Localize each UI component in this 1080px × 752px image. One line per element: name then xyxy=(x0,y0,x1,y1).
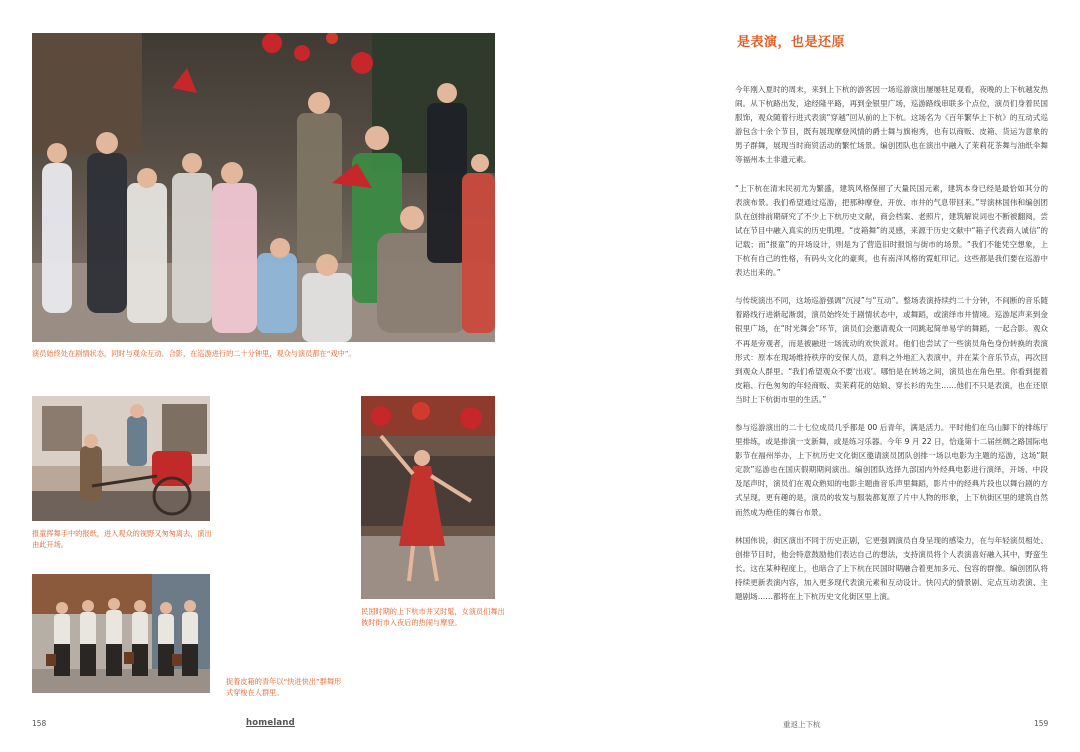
article-paragraph: 与传统演出不同，这场巡游强调“沉浸”与“互动”。整场表演持续约二十分钟，不间断的音乐随着路线行进渐起渐弱，演员始终处于剧情状态中，或舞蹈，或演绎市井情境。巡游尾声来到金银里广场，在“时光舞会”环节，演员们会邀请观众一同跳起简单易学的舞蹈，一起合影。观众不再是旁观者，而是被融进一场流动的欢快派对。他们也尝试了一些演员角色身份转换的表演形式：原本在现场维持秩序的安保人员，意料之外地汇入表演中，并在某个音乐节点，再次回到观众人群里。“我们希望观众不要‘出戏’。哪怕是在转场之间，演员也在角色里。你看到提着皮箱、行色匆匆的年轻商贩、卖茉莉花的姑娘、穿长衫的先生……他们不只是表演，也在还原当时上下杭街市里的生活。” xyxy=(735,296,1048,404)
page-number-right: 159 xyxy=(1034,719,1049,728)
caption-main-photo: 演员始终处在剧情状态，同时与观众互动、合影，在巡游进行的二十分钟里，观众与演员都在“戏中”。 xyxy=(32,349,356,358)
photo-suitcase-troupe xyxy=(32,574,210,693)
article-body xyxy=(735,83,1048,618)
caption-dancer: 民国时期的上下杭市井又时髦，女演员们舞出彼时街市入夜后的热闹与摩登。 xyxy=(361,607,505,627)
photo-parade-crowd xyxy=(32,33,495,342)
section-name: 重返上下杭 xyxy=(783,720,821,729)
photo-dancer xyxy=(361,396,495,599)
page-number-left: 158 xyxy=(32,719,47,728)
article-title: 是表演，也是还原 xyxy=(737,35,846,50)
photo-rickshaw-newsboy xyxy=(32,396,210,521)
caption-troupe: 捉着皮箱的青年以“快进快出”群舞形式穿梭在人群里。 xyxy=(226,677,342,697)
article-paragraph: 林国伟说，街区演出不同于历史正剧，它更强调演员自身呈现的感染力，在与年轻演员相处、创排节目时，他会特意鼓励他们表达自己的想法，支持演员将个人表演喜好融入其中，野蛮生长。这在某种程度上，也暗合了上下杭在民国时期融合着更加多元、包容的群像。编创团队将持续更新表演内容，加入更多现代表演元素和互动设计。快闪式的情景剧、定点互动表演、主题剧场……都将在上下杭历史文化街区里上演。 xyxy=(735,535,1048,601)
article-paragraph: 今年刚入夏时的周末，来到上下杭的游客因一场巡游演出屡屡驻足观看，夜晚的上下杭越发热闹。从下杭路出发，途经隆平路，再到金银里广场，巡游路线串联多个点位，演员们身着民国服饰，观众随着行进式表演“穿越”回从前的上下杭。这场名为《百年繁华上下杭》的互动式巡游包含十余个节目，既有展现摩登风情的爵士舞与旗袍秀，也有以商贩、皮箱、货运为意象的男子群舞，展现当时商贸活动的繁忙场景。编创团队也在演出中融入了茉莉花茶舞与油纸伞舞等福州本土非遗元素。 xyxy=(735,85,1048,165)
article-paragraph: 参与巡游演出的二十七位成员几乎都是 00 后青年，满是活力。平时他们在乌山脚下的排练厅里排练，或是排演一支新舞，或是练习乐器。今年 9 月 22 日，恰逢第十二届丝绸之路国际电影节在福州举办，上下杭历史文化街区邀请演员团队创排一场以电影为主题的巡游，这场“限定款”巡游也在国庆假期期间演出。编创团队选择九部国内外经典电影进行演绎，开场、中段及尾声时，演员们在观众熟知的电影主题曲音乐声里舞蹈，影片中的经典片段也以舞台剧的方式呈现，更有趣的是，演员的妆发与服装都复原了片中人物的形象，上下杭街区里的建筑自然而然成为绝佳的舞台布景。 xyxy=(735,422,1048,517)
caption-rickshaw: 报童挥舞手中的报纸，进入观众的视野又匆匆离去，演出由此开场。 xyxy=(32,529,212,549)
magazine-brand: homeland xyxy=(246,718,295,728)
article-paragraph: “上下杭在清末民初尤为繁盛，建筑风格保留了大量民国元素，建筑本身已经是最恰如其分的表演布景。我们希望通过巡游，把那种摩登、开放、市井的气息带回来。”导演林国伟和编创团队在创排前期研究了不少上下杭历史文献，商会档案、老照片，建筑解说词也不断被翻阅，尝试在节目中融入真实的历史肌理。“皮箱舞”的灵感，来源于历史文献中“箱子代表商人诚信”的记载；而“报童”的开场设计，则是为了营造旧时报馆与街市的场景。“我们不能凭空想象，上下杭有自己的性格，有码头文化的豪爽，也有南洋风格的霓虹印记。这些都是我们要在巡游中表达出来的。” xyxy=(735,183,1048,278)
